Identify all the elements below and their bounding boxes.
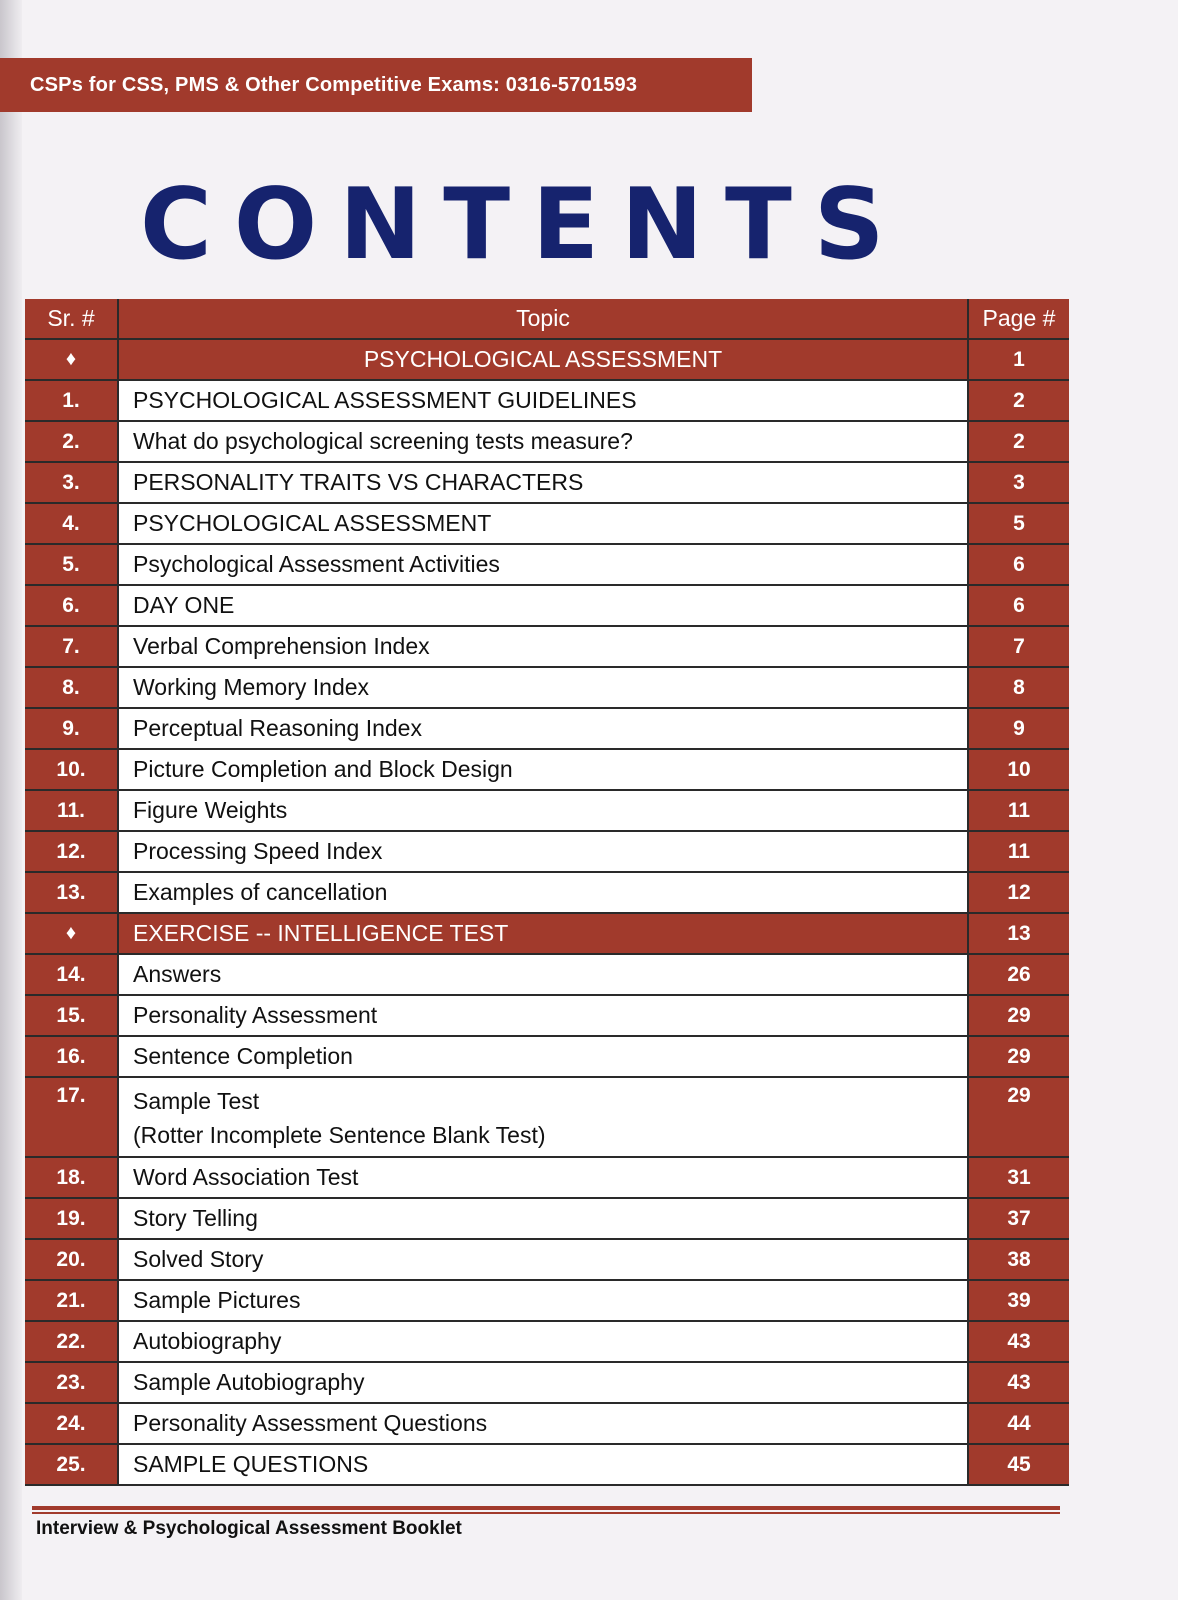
table-row xyxy=(25,954,1069,995)
table-row xyxy=(25,749,1069,790)
topic-title: Verbal Comprehension Index xyxy=(118,626,968,667)
page-number: 45 xyxy=(968,1444,1069,1485)
topic-title: Sample Autobiography xyxy=(118,1362,968,1403)
serial-number: 3. xyxy=(25,462,118,503)
serial-number: 8. xyxy=(25,667,118,708)
topic-subtitle-line: (Rotter Incomplete Sentence Blank Test) xyxy=(133,1122,546,1148)
table-row xyxy=(25,995,1069,1036)
page-number: 6 xyxy=(968,585,1069,626)
section-row xyxy=(25,913,1069,954)
serial-number: 10. xyxy=(25,749,118,790)
section-diamond-icon: ♦ xyxy=(25,339,118,380)
page-number: 5 xyxy=(968,503,1069,544)
page-number: 44 xyxy=(968,1403,1069,1444)
topic-title xyxy=(118,1077,968,1157)
contents-table xyxy=(25,299,1069,1486)
page-number: 2 xyxy=(968,421,1069,462)
page-number: 29 xyxy=(968,1036,1069,1077)
page-title: CONTENTS xyxy=(140,168,907,282)
table-row xyxy=(25,1157,1069,1198)
topic-title: Word Association Test xyxy=(118,1157,968,1198)
serial-number: 25. xyxy=(25,1444,118,1485)
topic-title: Personality Assessment Questions xyxy=(118,1403,968,1444)
page-edge-shadow xyxy=(0,0,22,1600)
serial-number: 9. xyxy=(25,708,118,749)
table-row xyxy=(25,1321,1069,1362)
topic-title: Sample Pictures xyxy=(118,1280,968,1321)
table-row xyxy=(25,1198,1069,1239)
topic-title: Examples of cancellation xyxy=(118,872,968,913)
section-title: PSYCHOLOGICAL ASSESSMENT xyxy=(118,339,968,380)
topic-title: Working Memory Index xyxy=(118,667,968,708)
serial-number: 1. xyxy=(25,380,118,421)
topic-title: SAMPLE QUESTIONS xyxy=(118,1444,968,1485)
footer-divider-thick xyxy=(32,1506,1060,1510)
footer-title: Interview & Psychological Assessment Booklet xyxy=(36,1518,462,1539)
serial-number: 4. xyxy=(25,503,118,544)
serial-number: 16. xyxy=(25,1036,118,1077)
page-number: 43 xyxy=(968,1321,1069,1362)
page-number: 29 xyxy=(968,1077,1069,1157)
header-page: Page # xyxy=(968,299,1069,339)
page-number: 11 xyxy=(968,831,1069,872)
table-row xyxy=(25,1403,1069,1444)
table-row xyxy=(25,421,1069,462)
page-number: 6 xyxy=(968,544,1069,585)
header-sr: Sr. # xyxy=(25,299,118,339)
serial-number: 12. xyxy=(25,831,118,872)
serial-number: 24. xyxy=(25,1403,118,1444)
topic-title: DAY ONE xyxy=(118,585,968,626)
section-diamond-icon: ♦ xyxy=(25,913,118,954)
topic-title: Sentence Completion xyxy=(118,1036,968,1077)
table-row xyxy=(25,667,1069,708)
table-row xyxy=(25,1036,1069,1077)
page-number: 43 xyxy=(968,1362,1069,1403)
table-row xyxy=(25,585,1069,626)
table-row xyxy=(25,503,1069,544)
table-row xyxy=(25,708,1069,749)
topic-title: PERSONALITY TRAITS VS CHARACTERS xyxy=(118,462,968,503)
topic-title: Perceptual Reasoning Index xyxy=(118,708,968,749)
page-number: 29 xyxy=(968,995,1069,1036)
table-row xyxy=(25,1280,1069,1321)
page-number: 31 xyxy=(968,1157,1069,1198)
topic-title-line: Sample Test xyxy=(133,1088,260,1114)
topic-title: Psychological Assessment Activities xyxy=(118,544,968,585)
serial-number: 21. xyxy=(25,1280,118,1321)
table-row xyxy=(25,544,1069,585)
serial-number: 17. xyxy=(25,1077,118,1157)
banner-text: CSPs for CSS, PMS & Other Competitive Exams: 0316-5701593 xyxy=(30,73,638,96)
serial-number: 11. xyxy=(25,790,118,831)
page-number: 7 xyxy=(968,626,1069,667)
table-header-row xyxy=(25,299,1069,339)
table-row xyxy=(25,1362,1069,1403)
table-row xyxy=(25,831,1069,872)
serial-number: 18. xyxy=(25,1157,118,1198)
topic-title: PSYCHOLOGICAL ASSESSMENT GUIDELINES xyxy=(118,380,968,421)
serial-number: 22. xyxy=(25,1321,118,1362)
table-row xyxy=(25,1077,1069,1157)
table-row xyxy=(25,1444,1069,1485)
topic-title: Solved Story xyxy=(118,1239,968,1280)
page-number: 37 xyxy=(968,1198,1069,1239)
page-number: 39 xyxy=(968,1280,1069,1321)
topic-title: What do psychological screening tests measure? xyxy=(118,421,968,462)
topic-title: Autobiography xyxy=(118,1321,968,1362)
header-banner xyxy=(0,58,752,112)
footer-divider-thin xyxy=(32,1512,1060,1514)
serial-number: 20. xyxy=(25,1239,118,1280)
serial-number: 15. xyxy=(25,995,118,1036)
table-row xyxy=(25,462,1069,503)
page-number: 11 xyxy=(968,790,1069,831)
serial-number: 7. xyxy=(25,626,118,667)
serial-number: 6. xyxy=(25,585,118,626)
topic-title: Picture Completion and Block Design xyxy=(118,749,968,790)
section-title: EXERCISE -- INTELLIGENCE TEST xyxy=(118,913,968,954)
page-number: 3 xyxy=(968,462,1069,503)
page-number: 12 xyxy=(968,872,1069,913)
table-row xyxy=(25,1239,1069,1280)
topic-title: Story Telling xyxy=(118,1198,968,1239)
page-number: 9 xyxy=(968,708,1069,749)
topic-title: Answers xyxy=(118,954,968,995)
serial-number: 19. xyxy=(25,1198,118,1239)
page-number: 8 xyxy=(968,667,1069,708)
topic-title: Figure Weights xyxy=(118,790,968,831)
page-number: 2 xyxy=(968,380,1069,421)
serial-number: 2. xyxy=(25,421,118,462)
serial-number: 5. xyxy=(25,544,118,585)
serial-number: 23. xyxy=(25,1362,118,1403)
page-number: 10 xyxy=(968,749,1069,790)
table-body xyxy=(25,339,1069,1485)
topic-title: Personality Assessment xyxy=(118,995,968,1036)
page-number: 1 xyxy=(968,339,1069,380)
section-row xyxy=(25,339,1069,380)
table-row xyxy=(25,626,1069,667)
page-number: 38 xyxy=(968,1239,1069,1280)
header-topic: Topic xyxy=(118,299,968,339)
topic-title: PSYCHOLOGICAL ASSESSMENT xyxy=(118,503,968,544)
page-number: 13 xyxy=(968,913,1069,954)
page-number: 26 xyxy=(968,954,1069,995)
serial-number: 14. xyxy=(25,954,118,995)
topic-title: Processing Speed Index xyxy=(118,831,968,872)
table-row xyxy=(25,790,1069,831)
table-row xyxy=(25,380,1069,421)
serial-number: 13. xyxy=(25,872,118,913)
table-row xyxy=(25,872,1069,913)
